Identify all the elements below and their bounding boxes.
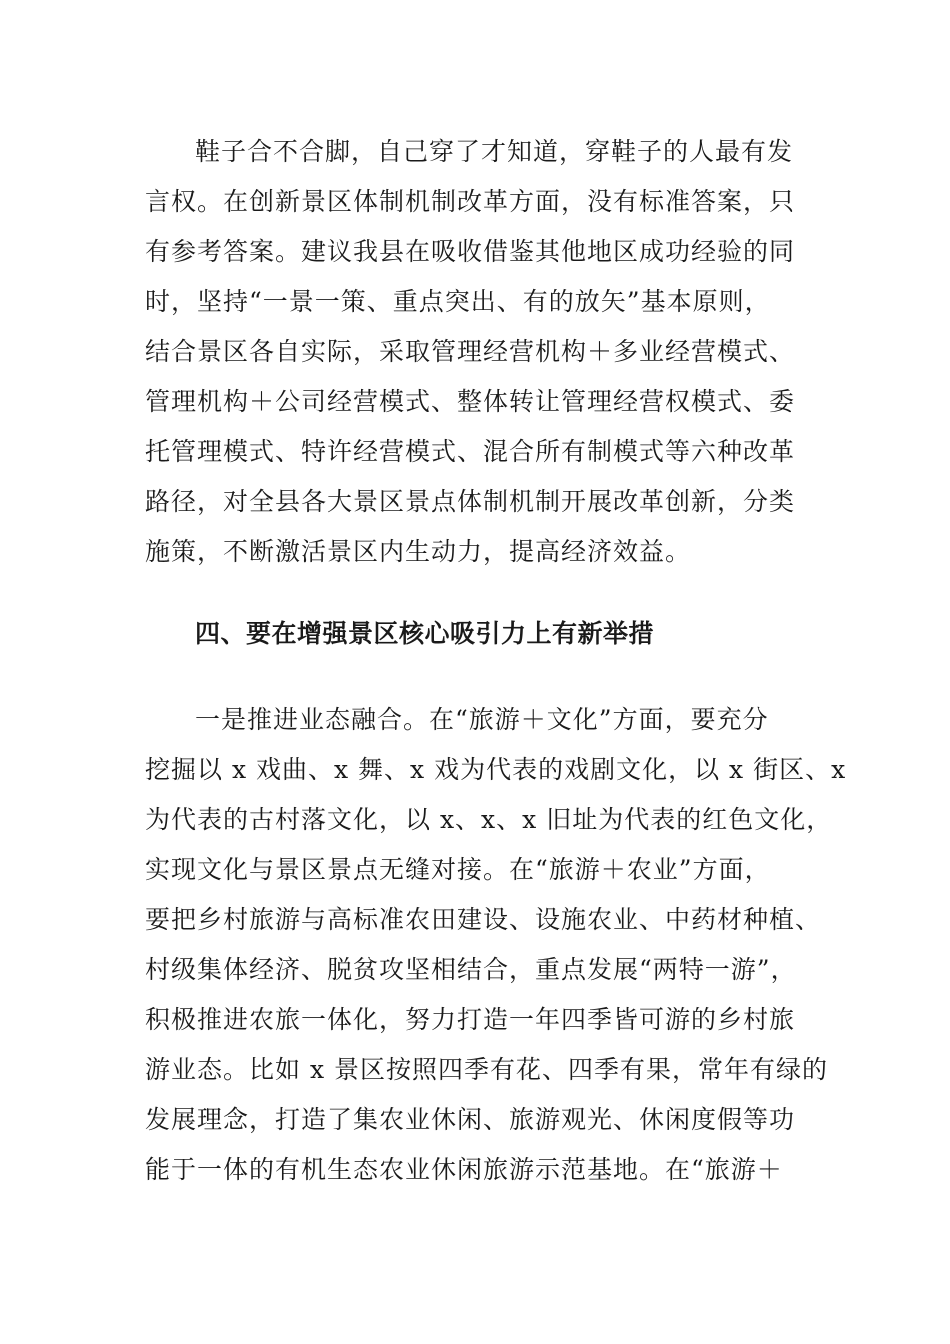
paragraph-2-line-8: 游业态。比如 x 景区按照四季有花、四季有果，常年有绿的 (145, 1055, 828, 1084)
paragraph-2-line-2: 挖掘以 x 戏曲、x 舞、x 戏为代表的戏剧文化，以 x 街区、x (145, 755, 847, 784)
paragraph-2-line-1: 一是推进业态融合。在“旅游＋文化”方面，要充分 (195, 705, 769, 734)
section-heading: 四、要在增强景区核心吸引力上有新举措 (195, 619, 655, 648)
paragraph-2-line-7: 积极推进农旅一体化，努力打造一年四季皆可游的乡村旅 (145, 1005, 796, 1034)
paragraph-1-line-7: 托管理模式、特许经营模式、混合所有制模式等六种改革 (145, 437, 796, 466)
paragraph-1-line-1: 鞋子合不合脚，自己穿了才知道，穿鞋子的人最有发 (195, 137, 794, 166)
paragraph-1-line-6: 管理机构＋公司经营模式、整体转让管理经营权模式、委 (145, 387, 796, 416)
paragraph-2-line-4: 实现文化与景区景点无缝对接。在“旅游＋农业”方面， (145, 855, 771, 884)
paragraph-2-line-9: 发展理念，打造了集农业休闲、旅游观光、休闲度假等功 (145, 1105, 796, 1134)
paragraph-2-line-5: 要把乡村旅游与高标准农田建设、设施农业、中药材种植、 (145, 905, 822, 934)
paragraph-1-line-9: 施策，不断激活景区内生动力，提高经济效益。 (145, 537, 692, 566)
paragraph-2-line-3: 为代表的古村落文化，以 x、x、x 旧址为代表的红色文化， (145, 805, 833, 834)
paragraph-1-line-4: 时，坚持“一景一策、重点突出、有的放矢”基本原则， (145, 287, 771, 316)
paragraph-1-line-5: 结合景区各自实际，采取管理经营机构＋多业经营模式、 (145, 337, 796, 366)
paragraph-1-line-8: 路径，对全县各大景区景点体制机制开展改革创新，分类 (145, 487, 796, 516)
paragraph-1-line-3: 有参考答案。建议我县在吸收借鉴其他地区成功经验的同 (145, 237, 796, 266)
paragraph-2-line-6: 村级集体经济、脱贫攻坚相结合，重点发展“两特一游”， (145, 955, 797, 984)
paragraph-2-line-10: 能于一体的有机生态农业休闲旅游示范基地。在“旅游＋ (145, 1155, 783, 1184)
paragraph-1-line-2: 言权。在创新景区体制机制改革方面，没有标准答案，只 (145, 187, 796, 216)
